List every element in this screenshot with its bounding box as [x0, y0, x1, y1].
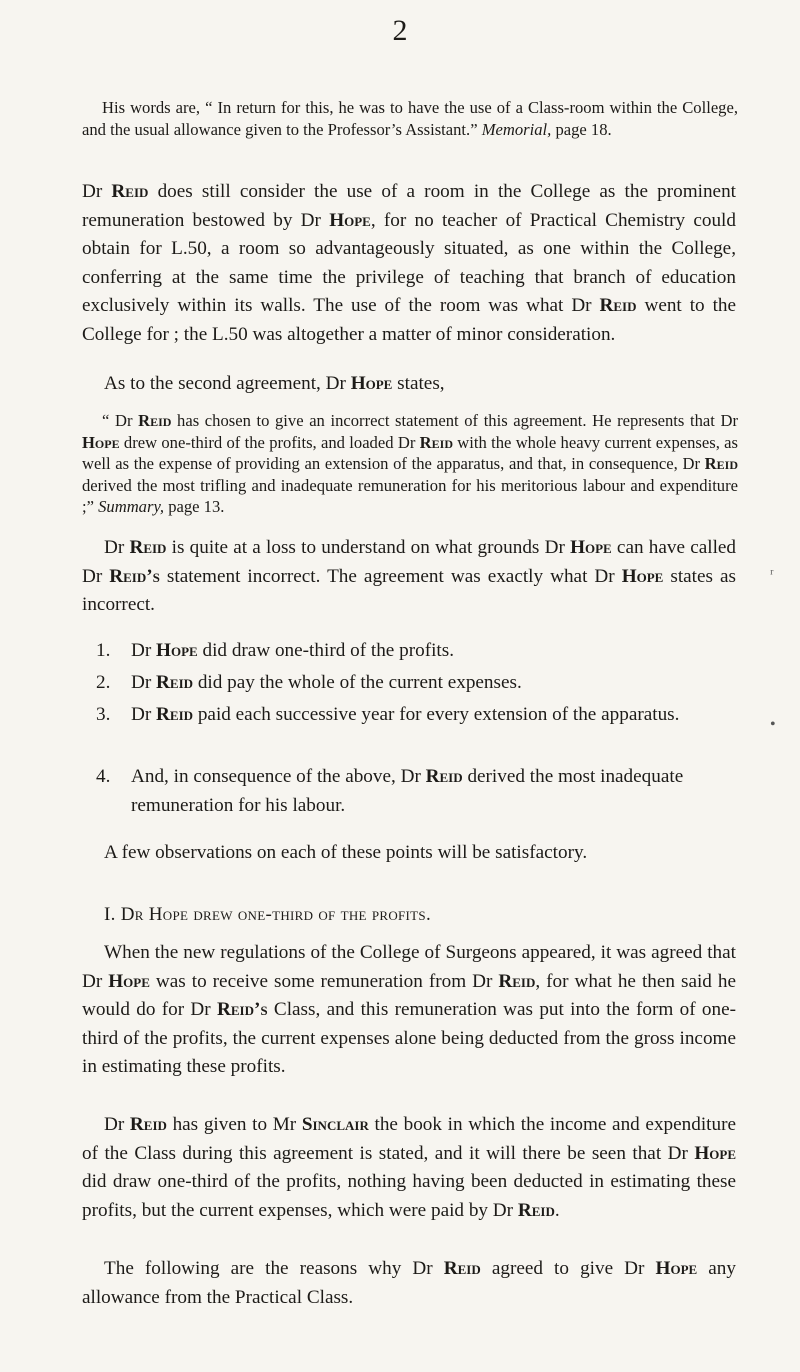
- citation-summary: Summary,: [98, 497, 165, 516]
- margin-mark: •: [770, 716, 776, 733]
- page-number: 2: [392, 14, 408, 47]
- list-item: 1. Dr Hope did draw one-third of the profits.: [96, 640, 455, 661]
- margin-mark: ʳ: [770, 566, 774, 583]
- paragraph-observations: A few observations on each of these points will be satisfactory.: [104, 842, 588, 863]
- list-item: 2. Dr Reid did pay the whole of the current expenses.: [96, 672, 522, 693]
- section-heading: I. Dr Hope drew one-third of the profits.: [104, 904, 432, 925]
- paragraph-income-book: Dr Reid has given to Mr Sinclair the book in which the income and expenditure of the Class during this agreement is stated, and it will there be seen that Dr Hope did draw one-third of the profits, nothing having been deducted in estimating these profits, but the current expenses, which were paid by Dr Reid.: [82, 1114, 736, 1221]
- paragraph-second-agreement: As to the second agreement, Dr Hope states,: [104, 373, 445, 394]
- paragraph-reasons: The following are the reasons why Dr Reid agreed to give Dr Hope any allowance from the Practical Class.: [82, 1258, 736, 1308]
- list-item: 3. Dr Reid paid each successive year for every extension of the apparatus.: [96, 704, 680, 725]
- quote-summary: “ Dr Reid has chosen to give an incorrect statement of this agreement. He represents that Dr Hope drew one-third of the profits, and loaded Dr Reid with the whole heavy current expenses, as well as the expense of providing an extension of the apparatus, and that, in consequence, Dr Reid derived the most trifling and inadequate remuneration for his meritorious labour and expenditure ;” Summary, page 13.: [82, 411, 739, 516]
- paragraph-reid-loss: Dr Reid is quite at a loss to understand on what grounds Dr Hope can have called Dr Reid’s statement incorrect. The agreement was exactly what Dr Hope states as incorrect.: [82, 537, 737, 616]
- citation-memorial: Memorial,: [481, 119, 552, 139]
- quote-memorial: His words are, “ In return for this, he was to have the use of a Class-room within the College, and the usual allowance given to the Professor’s Assistant.” Memorial, page 18.: [82, 98, 738, 139]
- paragraph-new-regulations: When the new regulations of the College of Surgeons appeared, it was agreed that Dr Hope was to receive some remuneration from Dr Reid, for what he then said he would do for Dr Reid’s Class, and this remuneration was put into the form of one-third of the profits, the current expenses alone being deducted from the gross income in estimating these profits.: [82, 942, 736, 1078]
- paragraph-reid-room: Dr Reid does still consider the use of a room in the College as the prominent remuneration bestowed by Dr Hope, for no teacher of Practical Chemistry could obtain for L.50, a room so advantageously situated, as one within the College, conferring at the same time the privilege of teaching that branch of education exclusively within its walls. The use of the room was what Dr Reid went to the College for ; the L.50 was altogether a matter of minor consideration.: [82, 181, 737, 345]
- list-item: 4. And, in consequence of the above, Dr Reid derived the most inadequate remuneration for his labour.: [96, 766, 684, 816]
